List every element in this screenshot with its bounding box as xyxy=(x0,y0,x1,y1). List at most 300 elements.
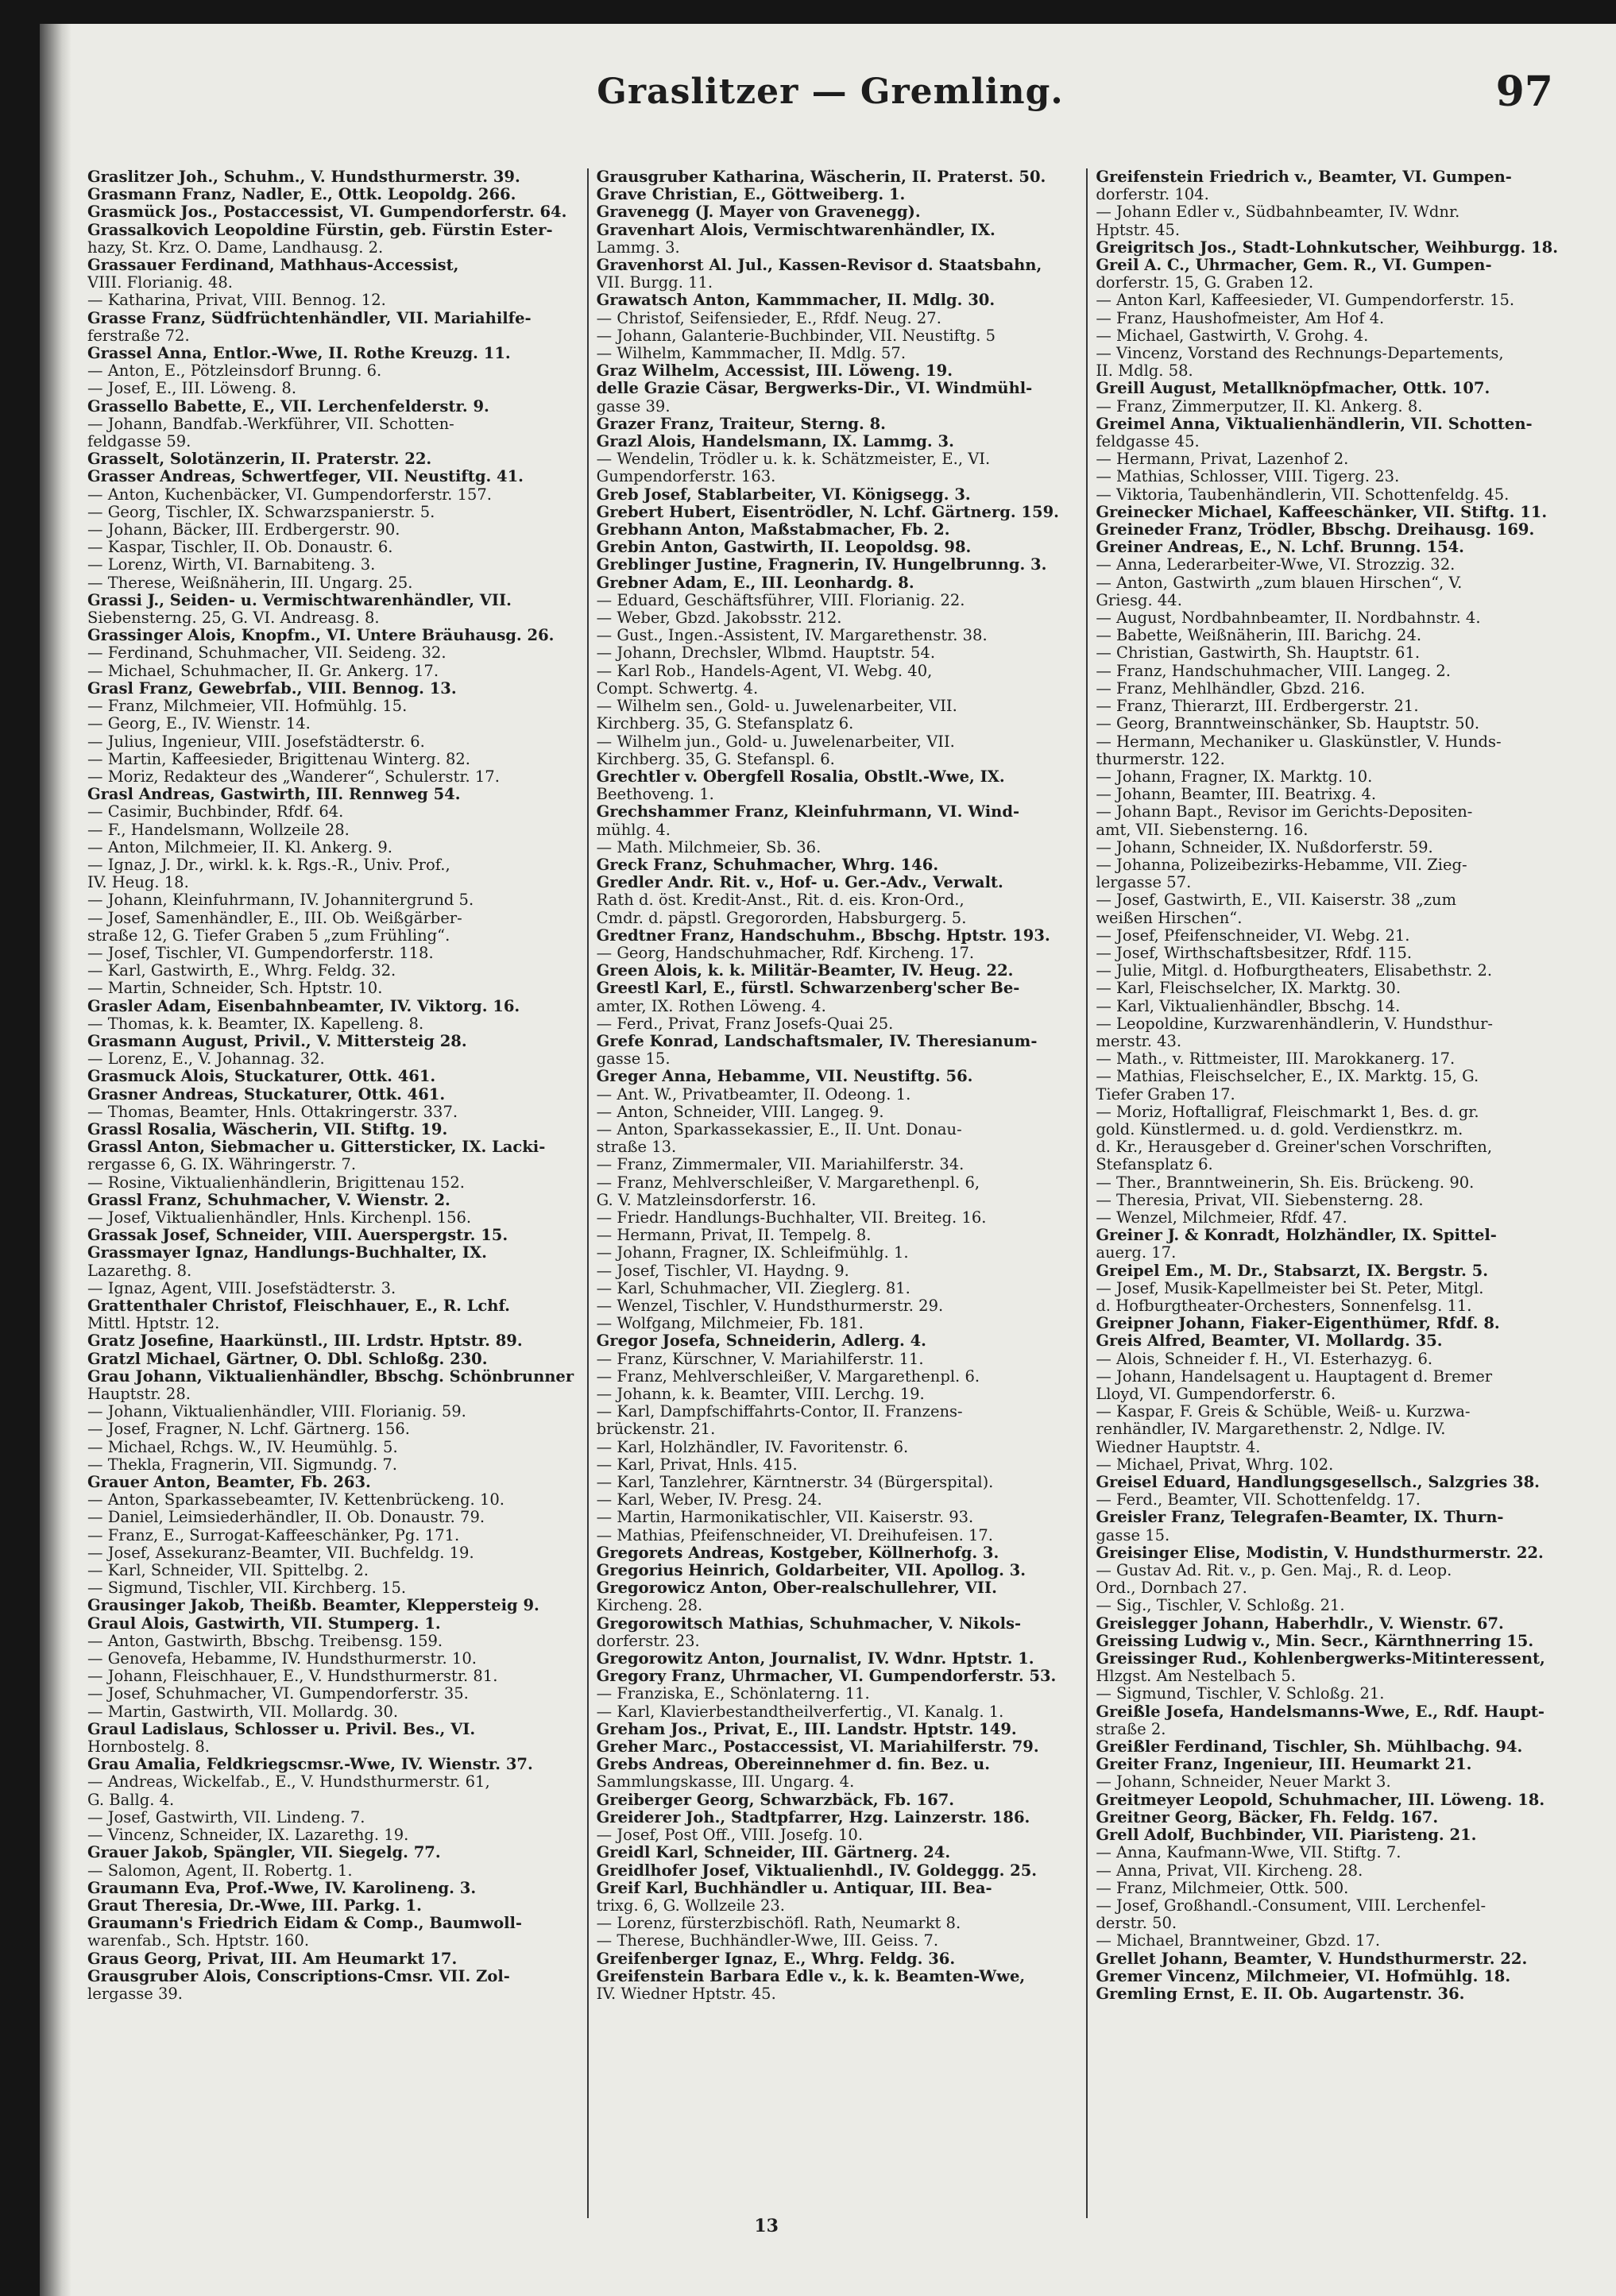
directory-entry-line: — Josef, E., III. Löweng. 8. xyxy=(87,380,297,398)
directory-entry-line: — Thomas, Beamter, Hnls. Ottakringerstr. 337. xyxy=(87,1103,458,1121)
directory-entry-line: amter, IX. Rothen Löweng. 4. xyxy=(596,997,826,1015)
directory-entry-line: renhändler, IV. Margarethenstr. 2, Ndlge. IV. xyxy=(1096,1421,1446,1439)
directory-entry-line: brückenstr. 21. xyxy=(596,1421,716,1439)
directory-entry-line: — Genovefa, Hebamme, IV. Hundsthurmerstr. 10. xyxy=(87,1650,477,1668)
directory-entry-line: — Anton, Sparkassekassier, E., II. Unt. Donau- xyxy=(596,1120,962,1138)
directory-entry-head: Greis Alfred, Beamter, VI. Mollardg. 35. xyxy=(1096,1332,1443,1351)
directory-entry-head: Grassl Rosalia, Wäscherin, VII. Stiftg. 19. xyxy=(87,1120,448,1138)
directory-entry-head: Grave Christian, E., Göttweiberg. 1. xyxy=(596,186,906,204)
directory-entry-head: Grasl Andreas, Gastwirth, III. Rennweg 54. xyxy=(87,786,461,804)
directory-entry-line: dorferstr. 15, G. Graben 12. xyxy=(1096,274,1314,292)
directory-entry-head: Graz Wilhelm, Accessist, III. Löweng. 19. xyxy=(596,362,953,381)
directory-entry-line: gasse 15. xyxy=(596,1050,671,1069)
directory-entry-line: gasse 39. xyxy=(596,397,671,416)
directory-entry-line: — Martin, Harmonikatischler, VII. Kaiserstr. 93. xyxy=(596,1509,974,1527)
directory-entry-line: Siebensterng. 25, G. VI. Andreasg. 8. xyxy=(87,609,380,628)
directory-entry-head: Grassl Anton, Siebmacher u. Gittersticker, IX. Lacki- xyxy=(87,1138,546,1157)
directory-entry-line: — Leopoldine, Kurzwarenhändlerin, V. Hundsthur- xyxy=(1096,1015,1494,1033)
directory-entry-line: — Katharina, Privat, VIII. Bennog. 12. xyxy=(87,292,386,310)
directory-entry-head: Grefe Konrad, Landschaftsmaler, IV. Theresianum- xyxy=(596,1032,1038,1050)
directory-entry-line: — Christof, Seifensieder, E., Rfdf. Neug. 27. xyxy=(596,309,941,327)
directory-entry-line: — Thomas, k. k. Beamter, IX. Kapelleng. 8. xyxy=(87,1015,424,1033)
directory-entry-line: Beethoveng. 1. xyxy=(596,786,714,804)
directory-entry-line: — Johann Bapt., Revisor im Gerichts-Depositen- xyxy=(1096,803,1473,821)
directory-entry-line: — Math. Milchmeier, Sb. 36. xyxy=(596,838,822,856)
directory-entry-line: — Johann, Bandfab.-Werkführer, VII. Schotten- xyxy=(87,415,454,433)
directory-entry-line: thurmerstr. 122. xyxy=(1096,750,1225,768)
directory-entry-line: — Michael, Rchgs. W., IV. Heumühlg. 5. xyxy=(87,1438,398,1456)
directory-entry-head: Greiderer Joh., Stadtpfarrer, Hzg. Lainzerstr. 186. xyxy=(596,1808,1030,1826)
directory-entry-line: lergasse 39. xyxy=(87,1985,183,2003)
directory-entry-line: rergasse 6, G. IX. Währingerstr. 7. xyxy=(87,1156,357,1174)
directory-entry-head: Greiner Andreas, E., N. Lchf. Brunng. 154. xyxy=(1096,539,1464,557)
directory-entry-head: Greill August, Metallknöpfmacher, Ottk. 107. xyxy=(1096,380,1490,398)
directory-entry-line: — Andreas, Wickelfab., E., V. Hundsthurmerstr. 61, xyxy=(87,1773,490,1792)
directory-entry-line: — Josef, Schuhmacher, VI. Gumpendorferstr. 35. xyxy=(87,1685,469,1703)
directory-entry-line: — Franz, Zimmerputzer, II. Kl. Ankerg. 8. xyxy=(1096,397,1423,416)
directory-entry-line: — Hermann, Mechaniker u. Glaskünstler, V. Hunds- xyxy=(1096,732,1502,751)
directory-entry-head: Greimel Anna, Viktualienhändlerin, VII. Schotten- xyxy=(1096,415,1533,433)
directory-entry-head: Greher Marc., Postaccessist, VI. Mariahilferstr. 79. xyxy=(596,1738,1039,1757)
directory-entry-line: merstr. 43. xyxy=(1096,1032,1182,1050)
directory-entry-line: — Karl Rob., Handels-Agent, VI. Webg. 40, xyxy=(596,662,933,680)
directory-entry-head: delle Grazie Cäsar, Bergwerks-Dir., VI. Windmühl- xyxy=(596,380,1033,398)
directory-entry-line: — Johann, Beamter, III. Beatrixg. 4. xyxy=(1096,786,1377,804)
directory-entry-line: — Karl, Privat, Hnls. 415. xyxy=(596,1455,798,1474)
directory-entry-head: Greiberger Georg, Schwarzbäck, Fb. 167. xyxy=(596,1791,955,1809)
directory-entry-line: — Ferd., Privat, Franz Josefs-Quai 25. xyxy=(596,1015,894,1033)
directory-entry-line: VII. Burgg. 11. xyxy=(596,274,713,292)
directory-entry-line: Rath d. öst. Kredit-Anst., Rit. d. eis. Kron-Ord., xyxy=(596,891,965,910)
directory-entry-line: — Rosine, Viktualienhändlerin, Brigittenau 152. xyxy=(87,1173,465,1192)
directory-entry-head: Grasl Franz, Gewebrfab., VIII. Bennog. 13. xyxy=(87,679,457,698)
directory-entry-line: — Karl, Viktualienhändler, Bbschg. 14. xyxy=(1096,997,1401,1015)
directory-entry-line: — Wolfgang, Milchmeier, Fb. 181. xyxy=(596,1315,864,1333)
page-gutter xyxy=(40,24,72,2296)
directory-entry-line: — Vincenz, Vorstand des Rechnungs-Departements, xyxy=(1096,345,1504,363)
directory-entry-line: — Johanna, Polizeibezirks-Hebamme, VII. Zieg- xyxy=(1096,856,1467,874)
directory-entry-head: Greitmeyer Leopold, Schuhmacher, III. Löweng. 18. xyxy=(1096,1791,1545,1809)
directory-entry-line: Gumpendorferstr. 163. xyxy=(596,468,776,486)
directory-entry-head: Graul Ladislaus, Schlosser u. Privil. Bes., VI. xyxy=(87,1720,476,1738)
directory-entry-line: — Daniel, Leimsiederhändler, II. Ob. Donaustr. 79. xyxy=(87,1509,485,1527)
directory-entry-head: Grasser Andreas, Schwertfeger, VII. Neustiftg. 41. xyxy=(87,468,524,486)
directory-entry-head: Gregorius Heinrich, Goldarbeiter, VII. Apollog. 3. xyxy=(596,1562,1026,1580)
directory-entry-line: — Wilhelm jun., Gold- u. Juwelenarbeiter, VII. xyxy=(596,732,955,751)
directory-entry-line: — Josef, Assekuranz-Beamter, VII. Buchfeldg. 19. xyxy=(87,1544,474,1562)
directory-entry-head: Grell Adolf, Buchbinder, VII. Piaristeng. 21. xyxy=(1096,1826,1477,1845)
directory-entry-head: Grasmück Jos., Postaccessist, VI. Gumpendorferstr. 64. xyxy=(87,203,567,222)
directory-entry-head: Green Alois, k. k. Militär-Beamter, IV. Heug. 22. xyxy=(596,962,1014,980)
directory-entry-line: — Anton, Schneider, VIII. Langeg. 9. xyxy=(596,1103,884,1121)
directory-entry-line: II. Mdlg. 58. xyxy=(1096,362,1193,381)
directory-entry-head: Greil A. C., Uhrmacher, Gem. R., VI. Gumpen- xyxy=(1096,257,1492,275)
directory-entry-head: Greiner J. & Konradt, Holzhändler, IX. Spittel- xyxy=(1096,1227,1497,1245)
directory-entry-line: — Anton, E., Pötzleinsdorf Brunng. 6. xyxy=(87,362,382,381)
directory-entry-head: Greestl Karl, E., fürstl. Schwarzenberg'scher Be- xyxy=(596,980,1020,998)
directory-entry-head: Grazl Alois, Handelsmann, IX. Lammg. 3. xyxy=(596,433,954,451)
directory-entry-line: — Mathias, Schlosser, VIII. Tigerg. 23. xyxy=(1096,468,1400,486)
directory-entry-line: — Josef, Samenhändler, E., III. Ob. Weißgärber- xyxy=(87,909,462,927)
directory-entry-line: — Johann, Fragner, IX. Marktg. 10. xyxy=(1096,767,1373,786)
directory-entry-head: Grassi J., Seiden- u. Vermischtwarenhändler, VII. xyxy=(87,591,512,609)
directory-entry-head: Graumann's Friedrich Eidam & Comp., Baumwoll- xyxy=(87,1915,522,1933)
directory-entry-head: Graut Theresia, Dr.-Wwe, III. Parkg. 1. xyxy=(87,1896,422,1915)
directory-entry-line: — August, Nordbahnbeamter, II. Nordbahnstr. 4. xyxy=(1096,609,1481,628)
directory-entry-head: Grassel Anna, Entlor.-Wwe, II. Rothe Kreuzg. 11. xyxy=(87,345,511,363)
directory-entry-head: Greb Josef, Stablarbeiter, VI. Königsegg. 3. xyxy=(596,485,971,504)
directory-entry-line: dorferstr. 104. xyxy=(1096,186,1209,204)
directory-entry-line: — Josef, Gastwirth, E., VII. Kaiserstr. 38 „zum xyxy=(1096,891,1457,910)
directory-entry-head: Greiter Franz, Ingenieur, III. Heumarkt 21. xyxy=(1096,1756,1472,1774)
directory-entry-line: — Franz, Milchmeier, VII. Hofmühlg. 15. xyxy=(87,698,408,716)
directory-entry-head: Gremling Ernst, E. II. Ob. Augartenstr. 36. xyxy=(1096,1985,1465,2003)
directory-entry-line: — Sig., Tischler, V. Schloßg. 21. xyxy=(1096,1597,1345,1615)
directory-entry-line: — Thekla, Fragnerin, VII. Sigmundg. 7. xyxy=(87,1455,397,1474)
directory-entry-line: — Karl, Schneider, VII. Spittelbg. 2. xyxy=(87,1562,369,1580)
directory-entry-head: Grasse Franz, Südfrüchtenhändler, VII. Mariahilfe- xyxy=(87,309,532,327)
directory-entry-head: Gravenegg (J. Mayer von Gravenegg). xyxy=(596,203,921,222)
directory-entry-head: Greineder Franz, Trödler, Bbschg. Dreihausg. 169. xyxy=(1096,521,1535,539)
directory-entry-head: Grausinger Jakob, Theißb. Beamter, Kleppersteig 9. xyxy=(87,1597,539,1615)
directory-entry-line: — Karl, Tanzlehrer, Kärntnerstr. 34 (Bürgerspital). xyxy=(596,1474,994,1492)
directory-entry-line: Lammg. 3. xyxy=(596,238,680,257)
directory-entry-line: — Wenzel, Tischler, V. Hundsthurmerstr. 29. xyxy=(596,1297,944,1315)
directory-entry-line: Hlzgst. Am Nestelbach 5. xyxy=(1096,1668,1296,1686)
printer-signature: 13 xyxy=(754,2216,779,2236)
directory-entry-line: — Wendelin, Trödler u. k. k. Schätzmeister, E., VI. xyxy=(596,450,991,469)
directory-entry-head: Grasmuck Alois, Stuckaturer, Ottk. 461. xyxy=(87,1068,436,1086)
directory-entry-head: Grazer Franz, Traiteur, Sterng. 8. xyxy=(596,415,886,433)
directory-entry-line: — Josef, Post Off., VIII. Josefg. 10. xyxy=(596,1826,864,1845)
directory-entry-head: Grattenthaler Christof, Fleischhauer, E., R. Lchf. xyxy=(87,1297,510,1315)
directory-entry-head: Greisinger Elise, Modistin, V. Hundsthurmerstr. 22. xyxy=(1096,1544,1544,1562)
directory-entry-line: — F., Handelsmann, Wollzeile 28. xyxy=(87,821,350,839)
directory-entry-line: IV. Heug. 18. xyxy=(87,874,189,892)
page-number: 97 xyxy=(1495,68,1553,116)
directory-entry-line: auerg. 17. xyxy=(1096,1244,1177,1262)
running-title: Graslitzer — Gremling. xyxy=(597,72,1064,112)
directory-entry-line: feldgasse 45. xyxy=(1096,433,1200,451)
directory-entry-head: Grausgruber Katharina, Wäscherin, II. Praterst. 50. xyxy=(596,168,1046,186)
directory-page xyxy=(40,24,1616,2296)
directory-entry-head: Gregorowicz Anton, Ober-realschullehrer, VII. xyxy=(596,1579,997,1598)
directory-entry-line: Hptstr. 45. xyxy=(1096,221,1181,239)
directory-entry-line: straße 13. xyxy=(596,1138,677,1157)
directory-entry-line: — Michael, Gastwirth, V. Grohg. 4. xyxy=(1096,327,1369,345)
directory-entry-head: Graus Georg, Privat, III. Am Heumarkt 17. xyxy=(87,1950,458,1968)
directory-entry-line: — Anna, Lederarbeiter-Wwe, VI. Strozzig. 32. xyxy=(1096,556,1456,574)
directory-entry-head: Grebs Andreas, Obereinnehmer d. fin. Bez. u. xyxy=(596,1756,991,1774)
directory-entry-line: — Casimir, Buchbinder, Rfdf. 64. xyxy=(87,803,344,821)
directory-entry-line: — Josef, Fragner, N. Lchf. Gärtnerg. 156. xyxy=(87,1421,410,1439)
directory-entry-head: Gregor Josefa, Schneiderin, Adlerg. 4. xyxy=(596,1332,926,1351)
directory-entry-line: — Johann, Galanterie-Buchbinder, VII. Neustiftg. 5 xyxy=(596,327,996,345)
directory-entry-line: — Karl, Klavierbestandtheilverfertig., VI. Kanalg. 1. xyxy=(596,1703,1004,1721)
directory-entry-line: — Karl, Gastwirth, E., Whrg. Feldg. 32. xyxy=(87,962,396,980)
directory-entry-line: — Johann, k. k. Beamter, VIII. Lerchg. 19. xyxy=(596,1386,925,1404)
directory-entry-line: Ord., Dornbach 27. xyxy=(1096,1579,1247,1598)
directory-entry-line: — Ther., Branntweinerin, Sh. Eis. Brückeng. 90. xyxy=(1096,1173,1475,1192)
directory-entry-line: — Hermann, Privat, II. Tempelg. 8. xyxy=(596,1227,872,1245)
directory-entry-line: — Moriz, Hoftalligraf, Fleischmarkt 1, Bes. d. gr. xyxy=(1096,1103,1479,1121)
directory-entry-line: — Viktoria, Taubenhändlerin, VII. Schottenfeldg. 45. xyxy=(1096,485,1510,504)
directory-entry-line: — Josef, Musik-Kapellmeister bei St. Peter, Mitgl. xyxy=(1096,1279,1484,1297)
directory-entry-line: — Johann, Drechsler, Wlbmd. Hauptstr. 54. xyxy=(596,644,936,663)
directory-entry-head: Gratzl Michael, Gärtner, O. Dbl. Schloßg. 230. xyxy=(87,1350,488,1368)
directory-entry-line: G. V. Matzleinsdorferstr. 16. xyxy=(596,1191,817,1209)
directory-entry-line: — Michael, Privat, Whrg. 102. xyxy=(1096,1455,1334,1474)
directory-entry-head: Greitner Georg, Bäcker, Fh. Feldg. 167. xyxy=(1096,1808,1439,1826)
directory-entry-line: — Michael, Branntweiner, Gbzd. 17. xyxy=(1096,1932,1381,1950)
directory-entry-head: Gredtner Franz, Handschuhm., Bbschg. Hptstr. 193. xyxy=(596,926,1050,945)
directory-entry-line: hazy, St. Krz. O. Dame, Landhausg. 2. xyxy=(87,238,384,257)
directory-entry-head: Grechshammer Franz, Kleinfuhrmann, VI. Wind- xyxy=(596,803,1020,821)
directory-entry-head: Grassl Franz, Schuhmacher, V. Wienstr. 2. xyxy=(87,1191,450,1209)
directory-entry-head: Gredler Andr. Rit. v., Hof- u. Ger.-Adv., Verwalt. xyxy=(596,874,1003,892)
directory-entry-line: — Karl, Weber, IV. Presg. 24. xyxy=(596,1491,822,1509)
directory-entry-line: — Lorenz, E., V. Johannag. 32. xyxy=(87,1050,325,1069)
directory-entry-head: Greissing Ludwig v., Min. Secr., Kärnthnerring 15. xyxy=(1096,1632,1534,1650)
directory-entry-head: Greißler Ferdinand, Tischler, Sh. Mühlbachg. 94. xyxy=(1096,1738,1523,1757)
directory-entry-head: Grau Amalia, Feldkriegscmsr.-Wwe, IV. Wienstr. 37. xyxy=(87,1756,533,1774)
directory-entry-line: — Franz, E., Surrogat-Kaffeeschänker, Pg. 171. xyxy=(87,1526,460,1544)
directory-entry-line: — Johann, Handelsagent u. Hauptagent d. Bremer xyxy=(1096,1367,1493,1386)
directory-entry-line: — Ignaz, Agent, VIII. Josefstädterstr. 3. xyxy=(87,1279,396,1297)
directory-entry-head: Gravenhorst Al. Jul., Kassen-Revisor d. Staatsbahn, xyxy=(596,257,1042,275)
directory-entry-head: Greigritsch Jos., Stadt-Lohnkutscher, Weihburgg. 18. xyxy=(1096,238,1559,257)
directory-entry-head: Graslitzer Joh., Schuhm., V. Hundsthurmerstr. 39. xyxy=(87,168,520,186)
directory-entry-line: gold. Künstlermed. u. d. gold. Verdienstkrz. m. xyxy=(1096,1120,1463,1138)
directory-entry-head: Grausgruber Alois, Conscriptions-Cmsr. VII. Zol- xyxy=(87,1967,510,1985)
directory-entry-line: — Julius, Ingenieur, VIII. Josefstädterstr. 6. xyxy=(87,732,425,751)
directory-entry-head: Graul Alois, Gastwirth, VII. Stumperg. 1. xyxy=(87,1614,441,1633)
directory-entry-line: — Franz, Thierarzt, III. Erdbergerstr. 21. xyxy=(1096,698,1419,716)
directory-entry-line: — Ant. W., Privatbeamter, II. Odeong. 1. xyxy=(596,1085,911,1104)
directory-entry-line: — Wilhelm sen., Gold- u. Juwelenarbeiter, VII. xyxy=(596,698,957,716)
directory-entry-line: — Johann, Viktualienhändler, VIII. Florianig. 59. xyxy=(87,1403,466,1421)
directory-entry-line: — Karl, Schuhmacher, VII. Zieglerg. 81. xyxy=(596,1279,910,1297)
directory-columns xyxy=(87,168,1573,2218)
directory-entry-head: Graumann Eva, Prof.-Wwe, IV. Karolineng. 3. xyxy=(87,1879,477,1897)
directory-entry-line: — Anton, Gastwirth „zum blauen Hirschen“, V. xyxy=(1096,574,1463,592)
column-right xyxy=(1086,168,1573,2218)
directory-entry-line: — Vincenz, Schneider, IX. Lazarethg. 19. xyxy=(87,1826,409,1845)
directory-entry-line: — Karl, Fleischselcher, IX. Marktg. 30. xyxy=(1096,980,1401,998)
column-middle xyxy=(587,168,1074,2218)
directory-entry-line: — Franz, Handschuhmacher, VIII. Langeg. 2. xyxy=(1096,662,1451,680)
directory-entry-head: Grasmann Franz, Nadler, E., Ottk. Leopoldg. 266. xyxy=(87,186,516,204)
directory-entry-line: — Franz, Haushofmeister, Am Hof 4. xyxy=(1096,309,1385,327)
directory-entry-head: Gregory Franz, Uhrmacher, VI. Gumpendorferstr. 53. xyxy=(596,1668,1057,1686)
directory-entry-line: warenfab., Sch. Hptstr. 160. xyxy=(87,1932,310,1950)
directory-entry-line: — Josef, Tischler, VI. Haydng. 9. xyxy=(596,1262,849,1280)
directory-entry-line: — Michael, Schuhmacher, II. Gr. Ankerg. 17. xyxy=(87,662,439,680)
directory-entry-head: Greifenstein Barbara Edle v., k. k. Beamten-Wwe, xyxy=(596,1967,1026,1985)
directory-entry-head: Grasselt, Solotänzerin, II. Praterstr. 22. xyxy=(87,450,432,469)
directory-entry-head: Grauer Jakob, Spängler, VII. Siegelg. 77. xyxy=(87,1844,441,1862)
directory-entry-line: Hornbostelg. 8. xyxy=(87,1738,210,1757)
directory-entry-line: — Lorenz, Wirth, VI. Barnabiteng. 3. xyxy=(87,556,376,574)
directory-entry-line: — Hermann, Privat, Lazenhof 2. xyxy=(1096,450,1349,469)
directory-entry-line: — Karl, Holzhändler, IV. Favoritenstr. 6. xyxy=(596,1438,909,1456)
directory-entry-head: Greinecker Michael, Kaffeeschänker, VII. Stiftg. 11. xyxy=(1096,503,1548,521)
directory-entry-head: Greissinger Rud., Kohlenbergwerks-Mitinteressent, xyxy=(1096,1650,1545,1668)
directory-entry-line: — Wilhelm, Kammmacher, II. Mdlg. 57. xyxy=(596,345,907,363)
directory-entry-head: Greif Karl, Buchhändler u. Antiquar, III. Bea- xyxy=(596,1879,992,1897)
directory-entry-head: Grebner Adam, E., III. Leonhardg. 8. xyxy=(596,574,914,592)
directory-entry-line: — Josef, Tischler, VI. Gumpendorferstr. 118. xyxy=(87,944,434,962)
directory-entry-line: — Gust., Ingen.-Assistent, IV. Margarethenstr. 38. xyxy=(596,627,988,645)
directory-entry-head: Grau Johann, Viktualienhändler, Bbschg. Schönbrunner xyxy=(87,1367,574,1386)
directory-entry-line: — Johann, Bäcker, III. Erdbergerstr. 90. xyxy=(87,521,400,539)
directory-entry-head: Greipner Johann, Fiaker-Eigenthümer, Rfdf. 8. xyxy=(1096,1315,1500,1333)
directory-entry-line: Lazarethg. 8. xyxy=(87,1262,192,1280)
directory-entry-head: Gregorowitz Anton, Journalist, IV. Wdnr. Hptstr. 1. xyxy=(596,1650,1034,1668)
directory-entry-line: — Martin, Gastwirth, VII. Mollardg. 30. xyxy=(87,1703,399,1721)
directory-entry-line: — Sigmund, Tischler, V. Schloßg. 21. xyxy=(1096,1685,1385,1703)
directory-entry-line: — Johann, Kleinfuhrmann, IV. Johannitergrund 5. xyxy=(87,891,474,910)
directory-entry-line: — Ignaz, J. Dr., wirkl. k. k. Rgs.-R., Univ. Prof., xyxy=(87,856,450,874)
directory-entry-line: — Franz, Mehlverschleißer, V. Margarethenpl. 6, xyxy=(596,1173,980,1192)
column-left xyxy=(87,168,574,2218)
directory-entry-line: — Therese, Buchhändler-Wwe, III. Geiss. 7. xyxy=(596,1932,939,1950)
directory-entry-head: Greisler Franz, Telegrafen-Beamter, IX. Thurn- xyxy=(1096,1509,1504,1527)
directory-entry-head: Greidl Karl, Schneider, III. Gärtnerg. 24. xyxy=(596,1844,951,1862)
directory-entry-line: — Karl, Dampfschiffahrts-Contor, II. Franzens- xyxy=(596,1403,963,1421)
directory-entry-line: — Weber, Gbzd. Jakobsstr. 212. xyxy=(596,609,842,628)
directory-entry-line: — Josef, Pfeifenschneider, VI. Webg. 21. xyxy=(1096,926,1410,945)
directory-entry-line: — Friedr. Handlungs-Buchhalter, VII. Breiteg. 16. xyxy=(596,1208,987,1227)
directory-entry-line: straße 2. xyxy=(1096,1720,1166,1738)
directory-entry-head: Gratz Josefine, Haarkünstl., III. Lrdstr. Hptstr. 89. xyxy=(87,1332,523,1351)
directory-entry-head: Grasmann August, Privil., V. Mittersteig 28. xyxy=(87,1032,467,1050)
directory-entry-head: Greifenberger Ignaz, E., Whrg. Feldg. 36. xyxy=(596,1950,956,1968)
directory-entry-line: — Christian, Gastwirth, Sh. Hauptstr. 61. xyxy=(1096,644,1421,663)
directory-entry-line: G. Ballg. 4. xyxy=(87,1791,175,1809)
directory-entry-line: — Anton Karl, Kaffeesieder, VI. Gumpendorferstr. 15. xyxy=(1096,292,1515,310)
directory-entry-line: Griesg. 44. xyxy=(1096,591,1182,609)
directory-entry-line: feldgasse 59. xyxy=(87,433,191,451)
directory-entry-line: — Eduard, Geschäftsführer, VIII. Florianig. 22. xyxy=(596,591,965,609)
directory-entry-head: Greck Franz, Schuhmacher, Whrg. 146. xyxy=(596,856,939,874)
directory-entry-line: — Therese, Weißnäherin, III. Ungarg. 25. xyxy=(87,574,413,592)
directory-entry-line: — Josef, Viktualienhändler, Hnls. Kirchenpl. 156. xyxy=(87,1208,472,1227)
directory-entry-head: Greisel Eduard, Handlungsgesellsch., Salzgries 38. xyxy=(1096,1474,1540,1492)
directory-entry-line: gasse 15. xyxy=(1096,1526,1170,1544)
directory-entry-line: — Alois, Schneider f. H., VI. Esterhazyg. 6. xyxy=(1096,1350,1433,1368)
directory-entry-line: — Anton, Kuchenbäcker, VI. Gumpendorferstr. 157. xyxy=(87,485,492,504)
directory-entry-head: Grassauer Ferdinand, Mathhaus-Accessist, xyxy=(87,257,459,275)
directory-entry-line: — Babette, Weißnäherin, III. Barichg. 24. xyxy=(1096,627,1422,645)
directory-entry-line: Kirchberg. 35, G. Stefanspl. 6. xyxy=(596,750,835,768)
directory-entry-line: — Johann, Fleischhauer, E., V. Hundsthurmerstr. 81. xyxy=(87,1668,498,1686)
directory-entry-line: — Georg, E., IV. Wienstr. 14. xyxy=(87,715,311,733)
directory-entry-line: dorferstr. 23. xyxy=(596,1632,700,1650)
directory-entry-line: ferstraße 72. xyxy=(87,327,190,345)
directory-entry-line: — Ferd., Beamter, VII. Schottenfeldg. 17. xyxy=(1096,1491,1421,1509)
directory-entry-line: — Math., v. Rittmeister, III. Marokkanerg. 17. xyxy=(1096,1050,1456,1069)
directory-entry-line: — Moriz, Redakteur des „Wanderer“, Schulerstr. 17. xyxy=(87,767,500,786)
directory-entry-line: Wiedner Hauptstr. 4. xyxy=(1096,1438,1261,1456)
directory-entry-head: Greidlhofer Josef, Viktualienhdl., IV. Goldeggg. 25. xyxy=(596,1861,1038,1880)
directory-entry-line: amt, VII. Siebensterng. 16. xyxy=(1096,821,1309,839)
directory-entry-head: Grebert Hubert, Eisentrödler, N. Lchf. Gärtnerg. 159. xyxy=(596,503,1059,521)
directory-entry-line: — Franz, Mehlverschleißer, V. Margarethenpl. 6. xyxy=(596,1367,980,1386)
directory-entry-line: — Georg, Branntweinschänker, Sb. Hauptstr. 50. xyxy=(1096,715,1480,733)
directory-entry-line: — Salomon, Agent, II. Robertg. 1. xyxy=(87,1861,353,1880)
directory-entry-line: d. Hofburgtheater-Orchesters, Sonnenfelsg. 11. xyxy=(1096,1297,1472,1315)
directory-entry-line: — Johann, Fragner, IX. Schleifmühlg. 1. xyxy=(596,1244,909,1262)
directory-entry-line: IV. Wiedner Hptstr. 45. xyxy=(596,1985,776,2003)
directory-entry-head: Grassello Babette, E., VII. Lerchenfelderstr. 9. xyxy=(87,397,489,416)
directory-entry-head: Grebhann Anton, Maßstabmacher, Fb. 2. xyxy=(596,521,950,539)
directory-entry-head: Grassalkovich Leopoldine Fürstin, geb. Fürstin Ester- xyxy=(87,221,553,239)
directory-entry-line: straße 12, G. Tiefer Graben 5 „zum Frühling“. xyxy=(87,926,450,945)
directory-entry-line: — Anton, Sparkassebeamter, IV. Kettenbrückeng. 10. xyxy=(87,1491,505,1509)
directory-entry-line: — Wenzel, Milchmeier, Rfdf. 47. xyxy=(1096,1208,1347,1227)
directory-entry-line: mühlg. 4. xyxy=(596,821,671,839)
directory-entry-head: Greipel Em., M. Dr., Stabsarzt, IX. Bergstr. 5. xyxy=(1096,1262,1489,1280)
directory-entry-line: Mittl. Hptstr. 12. xyxy=(87,1315,220,1333)
directory-entry-line: — Georg, Tischler, IX. Schwarzspanierstr. 5. xyxy=(87,503,435,521)
directory-entry-line: Sammlungskasse, III. Ungarg. 4. xyxy=(596,1773,855,1792)
directory-entry-line: — Anna, Kaufmann-Wwe, VII. Stiftg. 7. xyxy=(1096,1844,1401,1862)
directory-entry-head: Grassmayer Ignaz, Handlungs-Buchhalter, IX. xyxy=(87,1244,487,1262)
directory-entry-head: Greißle Josefa, Handelsmanns-Wwe, E., Rdf. Haupt- xyxy=(1096,1703,1544,1721)
directory-entry-line: — Kaspar, Tischler, II. Ob. Donaustr. 6. xyxy=(87,539,393,557)
directory-entry-line: — Sigmund, Tischler, VII. Kirchberg. 15. xyxy=(87,1579,407,1598)
directory-entry-line: — Ferdinand, Schuhmacher, VII. Seideng. 32. xyxy=(87,644,447,663)
directory-entry-head: Grechtler v. Obergfell Rosalia, Obstlt.-Wwe, IX. xyxy=(596,767,1005,786)
directory-entry-head: Grauer Anton, Beamter, Fb. 263. xyxy=(87,1474,371,1492)
directory-entry-line: trixg. 6, G. Wollzeile 23. xyxy=(596,1896,785,1915)
directory-entry-line: — Franz, Zimmermaler, VII. Mariahilferstr. 34. xyxy=(596,1156,965,1174)
directory-entry-line: — Lorenz, fürsterzbischöfl. Rath, Neumarkt 8. xyxy=(596,1915,961,1933)
directory-entry-head: Gremer Vincenz, Milchmeier, VI. Hofmühlg. 18. xyxy=(1096,1967,1511,1985)
directory-entry-head: Gregorowitsch Mathias, Schuhmacher, V. Nikols- xyxy=(596,1614,1022,1633)
directory-entry-head: Grassinger Alois, Knopfm., VI. Untere Bräuhausg. 26. xyxy=(87,627,555,645)
directory-entry-head: Greger Anna, Hebamme, VII. Neustiftg. 56. xyxy=(596,1068,973,1086)
directory-entry-line: Compt. Schwertg. 4. xyxy=(596,679,759,698)
directory-entry-line: Kircheng. 28. xyxy=(596,1597,703,1615)
directory-entry-line: derstr. 50. xyxy=(1096,1915,1177,1933)
directory-entry-line: — Josef, Großhandl.-Consument, VIII. Lerchenfel- xyxy=(1096,1896,1486,1915)
directory-entry-head: Grasner Andreas, Stuckaturer, Ottk. 461. xyxy=(87,1085,446,1104)
directory-entry-line: — Johann, Schneider, Neuer Markt 3. xyxy=(1096,1773,1391,1792)
directory-entry-head: Grasler Adam, Eisenbahnbeamter, IV. Viktorg. 16. xyxy=(87,997,520,1015)
directory-entry-line: VIII. Florianig. 48. xyxy=(87,274,233,292)
directory-entry-line: — Kaspar, F. Greis & Schüble, Weiß- u. Kurzwa- xyxy=(1096,1403,1471,1421)
directory-entry-head: Greham Jos., Privat, E., III. Landstr. Hptstr. 149. xyxy=(596,1720,1017,1738)
directory-entry-line: Cmdr. d. päpstl. Gregororden, Habsburgerg. 5. xyxy=(596,909,967,927)
directory-entry-line: — Mathias, Fleischselcher, E., IX. Marktg. 15, G. xyxy=(1096,1068,1479,1086)
directory-entry-line: Hauptstr. 28. xyxy=(87,1386,191,1404)
directory-entry-line: Kirchberg. 35, G. Stefansplatz 6. xyxy=(596,715,854,733)
directory-entry-line: Tiefer Graben 17. xyxy=(1096,1085,1235,1104)
directory-entry-head: Grassak Josef, Schneider, VIII. Auerspergstr. 15. xyxy=(87,1227,508,1245)
directory-entry-line: — Anton, Milchmeier, II. Kl. Ankerg. 9. xyxy=(87,838,392,856)
directory-entry-line: d. Kr., Herausgeber d. Greiner'schen Vorschriften, xyxy=(1096,1138,1493,1157)
directory-entry-line: — Josef, Wirthschaftsbesitzer, Rfdf. 115. xyxy=(1096,944,1413,962)
directory-entry-head: Gregorets Andreas, Kostgeber, Köllnerhofg. 3. xyxy=(596,1544,999,1562)
directory-entry-line: — Anna, Privat, VII. Kircheng. 28. xyxy=(1096,1861,1363,1880)
directory-entry-line: weißen Hirschen“. xyxy=(1096,909,1243,927)
directory-entry-head: Grebin Anton, Gastwirth, II. Leopoldsg. 98. xyxy=(596,539,972,557)
directory-entry-head: Greislegger Johann, Haberhdlr., V. Wienstr. 67. xyxy=(1096,1614,1504,1633)
directory-entry-line: — Theresia, Privat, VII. Siebensterng. 28. xyxy=(1096,1191,1424,1209)
directory-entry-line: — Martin, Schneider, Sch. Hptstr. 10. xyxy=(87,980,383,998)
